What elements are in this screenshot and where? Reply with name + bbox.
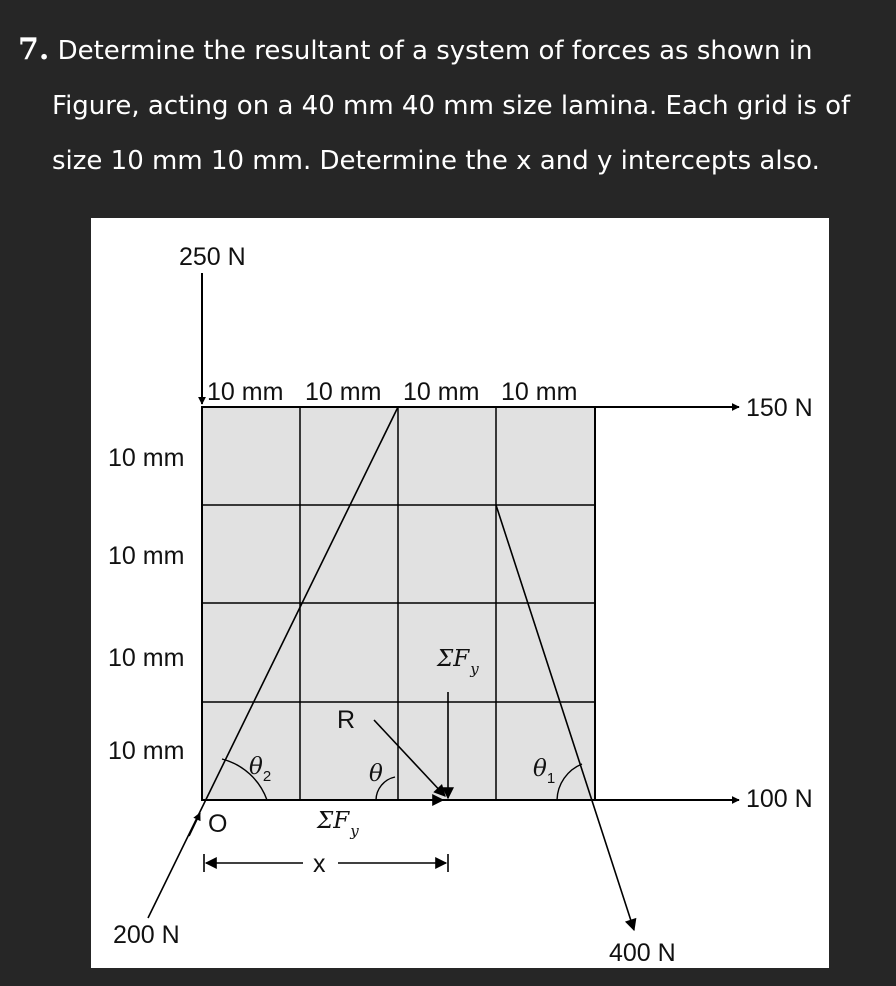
resultant-label: R bbox=[337, 706, 356, 734]
top-dim-label: 10 mm bbox=[305, 378, 382, 406]
question-line-3: size 10 mm 10 mm. Determine the x and y intercepts also. bbox=[52, 146, 820, 176]
force-200n-label: 200 N bbox=[113, 921, 180, 949]
force-400n-label: 400 N bbox=[609, 939, 676, 967]
force-150n-label: 150 N bbox=[746, 394, 813, 422]
theta1-label: θ1 bbox=[533, 756, 556, 787]
force-250n-label: 250 N bbox=[179, 243, 246, 271]
sum-fy-lower-label: ΣFy bbox=[317, 808, 359, 840]
side-dim-label: 10 mm bbox=[108, 542, 185, 570]
force-100n-label: 100 N bbox=[746, 785, 813, 813]
question-line-2: Figure, acting on a 40 mm 40 mm size lamina. Each grid is of bbox=[52, 91, 851, 121]
theta2-label: θ2 bbox=[249, 754, 272, 785]
top-dim-label: 10 mm bbox=[207, 378, 284, 406]
force-diagram bbox=[91, 218, 829, 968]
side-dim-label: 10 mm bbox=[108, 737, 185, 765]
theta-label: θ bbox=[369, 761, 383, 787]
question-text bbox=[18, 22, 888, 189]
question-number: 7. bbox=[18, 32, 50, 67]
force-200n-arrow bbox=[189, 813, 200, 836]
sum-fy-upper-label: ΣFy bbox=[437, 646, 479, 678]
x-dim-label: x bbox=[313, 850, 326, 878]
top-dim-label: 10 mm bbox=[403, 378, 480, 406]
origin-label: O bbox=[208, 810, 228, 838]
side-dim-label: 10 mm bbox=[108, 644, 185, 672]
side-dim-label: 10 mm bbox=[108, 444, 185, 472]
question-line-1: 7. Determine the resultant of a system of forces as shown in bbox=[18, 32, 813, 67]
top-dim-label: 10 mm bbox=[501, 378, 578, 406]
